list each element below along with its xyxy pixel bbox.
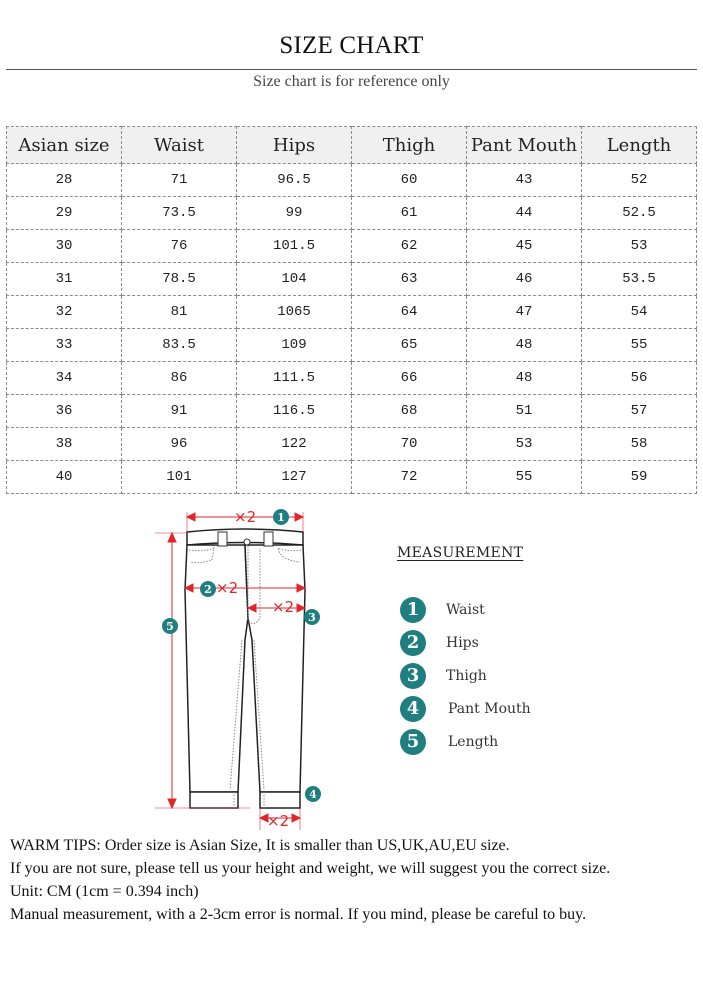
legend-label: Length [448, 733, 499, 750]
table-row [7, 362, 697, 395]
table-header-row [7, 127, 697, 164]
table-cell: 73.5 [122, 197, 237, 230]
legend-item-thigh [400, 659, 531, 692]
table-cell: 33 [7, 329, 122, 362]
table-cell: 31 [7, 263, 122, 296]
legend-item-waist [400, 593, 531, 626]
table-cell: 57 [582, 395, 697, 428]
table-cell: 99 [237, 197, 352, 230]
legend-label: Thigh [446, 667, 487, 684]
table-cell: 81 [122, 296, 237, 329]
table-cell: 54 [582, 296, 697, 329]
legend-item-pant-mouth [400, 692, 531, 725]
svg-text:×2: ×2 [216, 579, 239, 597]
legend-list [400, 593, 531, 758]
table-cell: 44 [467, 197, 582, 230]
table-row [7, 329, 697, 362]
measurement-legend [395, 545, 595, 752]
table-cell: 72 [352, 461, 467, 494]
size-table [6, 126, 697, 494]
table-cell: 36 [7, 395, 122, 428]
pants-diagram [150, 500, 330, 835]
table-row [7, 230, 697, 263]
number-3-icon: 3 [400, 663, 426, 689]
table-cell: 63 [352, 263, 467, 296]
table-cell: 55 [467, 461, 582, 494]
table-cell: 53.5 [582, 263, 697, 296]
pants-illustration-icon [150, 500, 330, 835]
svg-text:5: 5 [166, 620, 174, 633]
table-cell: 101.5 [237, 230, 352, 263]
page-title: SIZE CHART [279, 32, 424, 59]
page-subtitle: Size chart is for reference only [253, 73, 450, 90]
svg-text:×2: ×2 [234, 508, 257, 526]
table-cell: 59 [582, 461, 697, 494]
column-header-asian-size: Asian size [7, 127, 122, 164]
legend-title: MEASUREMENT [397, 545, 524, 561]
table-cell: 61 [352, 197, 467, 230]
table-cell: 58 [582, 428, 697, 461]
table-row [7, 461, 697, 494]
svg-text:3: 3 [308, 611, 316, 624]
table-cell: 122 [237, 428, 352, 461]
table-cell: 1065 [237, 296, 352, 329]
table-cell: 38 [7, 428, 122, 461]
table-cell: 47 [467, 296, 582, 329]
table-cell: 104 [237, 263, 352, 296]
table-cell: 66 [352, 362, 467, 395]
table-cell: 83.5 [122, 329, 237, 362]
column-header-waist: Waist [122, 127, 237, 164]
tips-line-measurement-error: Manual measurement, with a 2-3cm error is normal. If you mind, please be careful to buy. [10, 906, 587, 923]
table-cell: 53 [582, 230, 697, 263]
table-cell: 91 [122, 395, 237, 428]
svg-text:×2: ×2 [267, 812, 290, 830]
table-cell: 48 [467, 329, 582, 362]
table-row [7, 395, 697, 428]
table-cell: 86 [122, 362, 237, 395]
column-header-length: Length [582, 127, 697, 164]
table-cell: 96.5 [237, 164, 352, 197]
warm-tips [10, 834, 700, 926]
table-row [7, 263, 697, 296]
number-4-icon: 4 [400, 696, 426, 722]
table-cell: 65 [352, 329, 467, 362]
legend-item-length [400, 725, 531, 758]
table-cell: 55 [582, 329, 697, 362]
table-cell: 29 [7, 197, 122, 230]
tips-line-suggest-size: If you are not sure, please tell us your height and weight, we will suggest you the correct size. [10, 860, 611, 877]
table-cell: 78.5 [122, 263, 237, 296]
tips-line-unit: Unit: CM (1cm = 0.394 inch) [10, 883, 199, 900]
number-1-icon: 1 [400, 597, 426, 623]
table-row [7, 164, 697, 197]
column-header-hips: Hips [237, 127, 352, 164]
table-cell: 68 [352, 395, 467, 428]
table-cell: 52.5 [582, 197, 697, 230]
table-row [7, 296, 697, 329]
number-5-icon: 5 [400, 729, 426, 755]
column-header-pant-mouth: Pant Mouth [467, 127, 582, 164]
table-cell: 30 [7, 230, 122, 263]
table-cell: 62 [352, 230, 467, 263]
table-cell: 76 [122, 230, 237, 263]
table-cell: 52 [582, 164, 697, 197]
legend-label: Hips [446, 634, 479, 651]
table-cell: 28 [7, 164, 122, 197]
table-cell: 56 [582, 362, 697, 395]
legend-label: Waist [446, 601, 485, 618]
table-cell: 46 [467, 263, 582, 296]
svg-text:1: 1 [277, 511, 285, 524]
table-cell: 34 [7, 362, 122, 395]
number-2-icon: 2 [400, 630, 426, 656]
legend-item-hips [400, 626, 531, 659]
table-cell: 70 [352, 428, 467, 461]
table-cell: 51 [467, 395, 582, 428]
table-cell: 96 [122, 428, 237, 461]
table-row [7, 197, 697, 230]
table-cell: 53 [467, 428, 582, 461]
table-cell: 40 [7, 461, 122, 494]
table-cell: 109 [237, 329, 352, 362]
table-cell: 64 [352, 296, 467, 329]
table-cell: 32 [7, 296, 122, 329]
title-divider [6, 69, 697, 70]
table-cell: 60 [352, 164, 467, 197]
table-cell: 43 [467, 164, 582, 197]
column-header-thigh: Thigh [352, 127, 467, 164]
table-cell: 71 [122, 164, 237, 197]
svg-text:×2: ×2 [272, 598, 295, 616]
table-cell: 116.5 [237, 395, 352, 428]
table-cell: 48 [467, 362, 582, 395]
table-cell: 127 [237, 461, 352, 494]
table-cell: 45 [467, 230, 582, 263]
svg-text:4: 4 [309, 788, 317, 801]
table-cell: 101 [122, 461, 237, 494]
table-row [7, 428, 697, 461]
legend-label: Pant Mouth [448, 700, 531, 717]
table-cell: 111.5 [237, 362, 352, 395]
svg-text:2: 2 [204, 583, 212, 596]
tips-line-order-size: WARM TIPS: Order size is Asian Size, It is smaller than US,UK,AU,EU size. [10, 837, 510, 854]
